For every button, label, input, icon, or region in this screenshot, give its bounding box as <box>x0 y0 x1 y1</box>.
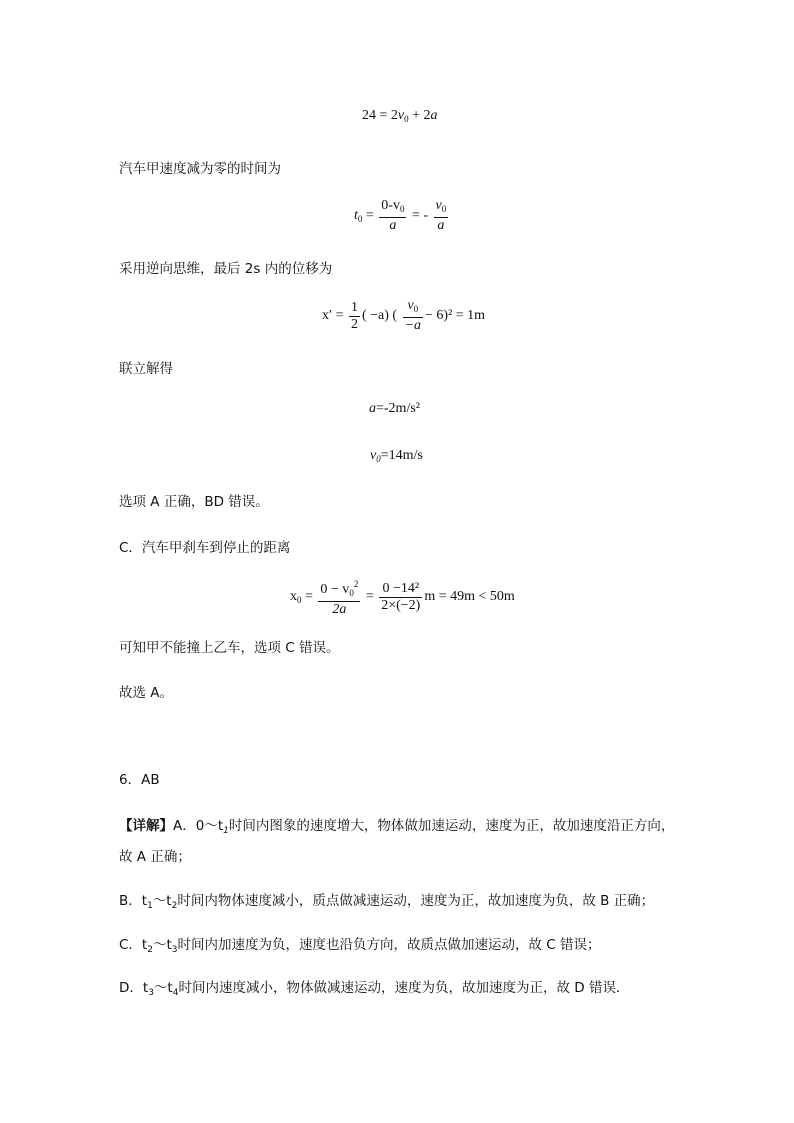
result-v0: $v_0=14m/s$ <box>370 448 423 464</box>
equation-x0: $x_0$ = $\frac{0 - v_0^2}{2a}$ = $\frac{\text{0 −14²}}{2\times(-2)}$ m = 49m < 50m <box>290 576 515 618</box>
detail-item-c: C．$t_2\sim t_3$时间内加速度为负，速度也沿负方向，故质点做加速运动，故 C 错误； <box>119 937 601 955</box>
detail-item-b: B．$t_1\sim t_2$时间内物体速度减小，质点做减速运动，速度为正，故加速度为负，故 B 正确； <box>119 893 655 911</box>
equation-x-prime: x′ = $\frac{1}{2}$ ( −a) ( $\frac{v_0}{-a}$ − 6)² = 1m <box>322 298 486 333</box>
text-c-heading: C．汽车甲刹车到停止的距离 <box>119 540 291 556</box>
fraction: $\frac{v_0}{-a}$ <box>404 298 422 333</box>
fraction: $\frac{0-v_0}{a}$ <box>381 198 405 233</box>
detail-item-a-cont: 故 A 正确； <box>119 849 191 865</box>
question-6-header: 6．AB <box>119 772 160 788</box>
equation-t0: $t_0$ = $\frac{0-v_0}{a}$ = - $\frac{v_0}{a}$ <box>354 198 447 233</box>
fraction: $\frac{1}{2}$ <box>350 299 358 332</box>
detail-item-d: D．$t_3\sim t_4$时间内速度减小，物体做减速运动，速度为负，故加速度为正，故 D 错误． <box>119 980 630 998</box>
fraction: $\frac{\text{0 −14²}}{2\times(-2)}$ <box>381 580 421 613</box>
text-a-correct: 选项 A 正确，BD 错误。 <box>119 494 269 510</box>
text-stop-time: 汽车甲速度减为零的时间为 <box>119 161 281 177</box>
text-c-conclusion: 可知甲不能撞上乙车，选项 C 错误。 <box>119 640 340 656</box>
detail-item-a: 【详解】A．$0\sim t_1$时间内图象的速度增大，物体做加速运动，速度为正，故加速度沿正方向， <box>119 818 675 836</box>
equation-1: $24 = 2v_0 + 2a$ <box>362 108 438 124</box>
result-a: a=-2m/s² <box>369 401 420 416</box>
text-solve: 联立解得 <box>119 361 173 377</box>
text-choose-a: 故选 A。 <box>119 685 174 701</box>
text-reverse-thinking: 采用逆向思维，最后 2s 内的位移为 <box>119 261 333 277</box>
fraction: $\frac{v_0}{a}$ <box>435 198 447 233</box>
fraction: $\frac{0 - v_0^2}{2a}$ <box>318 576 360 618</box>
